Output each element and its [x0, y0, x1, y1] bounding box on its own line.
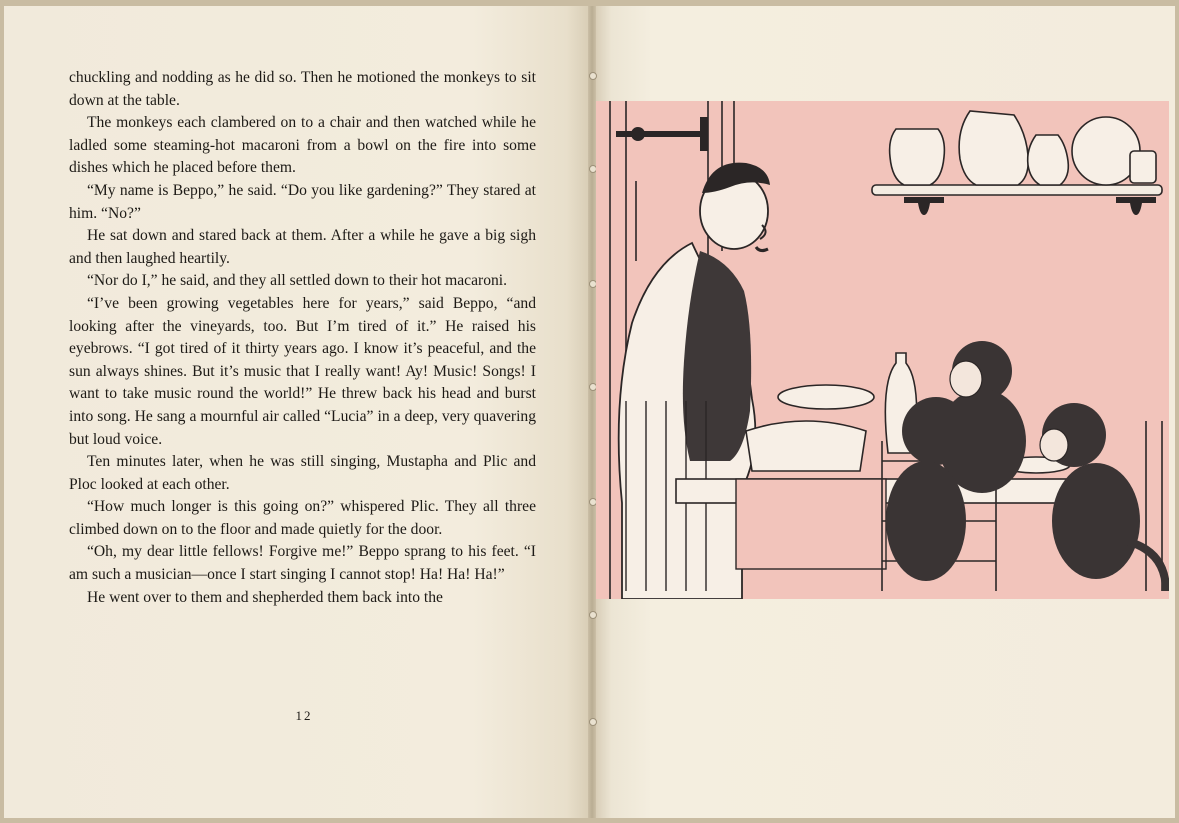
stitch-hole — [589, 718, 597, 726]
page-number: 12 — [295, 708, 313, 723]
paragraph: “Oh, my dear little fellows! Forgive me!” Beppo sprang to his feet. “I am such a musician—once I start singing I cannot stop! Ha! Ha! Ha!” — [69, 543, 536, 584]
paragraph: “Nor do I,” he said, and they all settled down to their hot macaroni. — [87, 272, 508, 290]
paragraph: Ten minutes later, when he was still singing, Mustapha and Plic and Ploc looked at each other. — [69, 453, 536, 493]
stitch-hole — [589, 611, 597, 619]
illustration-drawing — [596, 101, 1169, 599]
paragraph: He went over to them and shepherded them back into the — [87, 588, 443, 606]
book-gutter — [588, 6, 596, 818]
shelf — [872, 185, 1162, 215]
door-hinge — [616, 117, 708, 151]
paragraph: He sat down and stared back at them. After a while he gave a big sigh and then laughed heartily. — [69, 227, 536, 267]
paragraph: “How much longer is this going on?” whispered Plic. They all three climbed down on to the floor and made quietly for the door. — [69, 498, 536, 538]
stitch-hole — [589, 72, 597, 80]
body-text — [69, 67, 536, 609]
illustration-cook-and-monkeys — [596, 101, 1169, 599]
paragraph: “I’ve been growing vegetables here for years,” said Beppo, “and looking after the vineyards, too. But I’m tired of it.” He raised his eyebrows. “I got tired of it thirty years ago. I know it’s peaceful, and the sun always shines. But it’s music that I really want! Ay! Music! Songs! I want to take music round the world!” He threw back his head and burst into song. He sang a mournful air called “Lucia” in a deep, very quavering but loud voice. — [69, 294, 536, 448]
shelf-pottery — [890, 111, 1156, 185]
paragraph: The monkeys each clambered on to a chair and then watched while he ladled some steaming-hot macaroni from a bowl on the fire into some dishes which he placed before them. — [69, 114, 536, 177]
paragraph: “My name is Beppo,” he said. “Do you like gardening?” They stared at him. “No?” — [69, 181, 536, 222]
paragraph: chuckling and nodding as he did so. Then he motioned the monkeys to sit down at the table. — [69, 69, 536, 109]
